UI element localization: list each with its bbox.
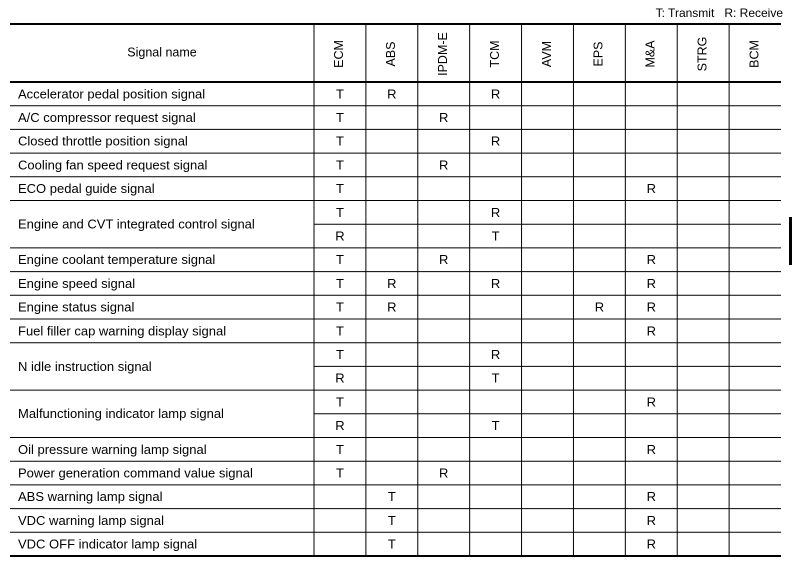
signal-name: Malfunctioning indicator lamp signal [18, 406, 224, 422]
header-unit-m-a: M&A [643, 40, 658, 68]
cell-receive: R [646, 512, 656, 528]
cell-receive: R [387, 275, 397, 291]
signal-name: ECO pedal guide signal [18, 181, 155, 197]
cell-receive: R [387, 299, 397, 315]
header-unit-ecm: ECM [332, 40, 347, 68]
cell-transmit: T [491, 228, 500, 244]
cell-transmit: T [387, 536, 396, 552]
cell-receive: R [646, 489, 656, 505]
cell-receive: R [335, 228, 345, 244]
header-unit-strg: STRG [695, 36, 710, 72]
cell-receive: R [490, 204, 501, 220]
header-unit-abs: ABS [384, 41, 399, 67]
signal-name: Engine coolant temperature signal [18, 252, 216, 268]
cell-transmit: T [335, 441, 344, 457]
signal-name: Engine status signal [18, 299, 135, 315]
cell-transmit: T [335, 323, 344, 339]
cell-transmit: T [387, 489, 396, 505]
cell-receive: R [646, 323, 656, 339]
cell-transmit: T [335, 275, 344, 291]
legend-transmit: T: Transmit [655, 6, 715, 20]
cell-transmit: T [335, 465, 344, 481]
cell-transmit: T [335, 181, 344, 197]
header-unit-tcm: TCM [487, 40, 502, 68]
cell-receive: R [646, 441, 656, 457]
cell-receive: R [439, 465, 449, 481]
cell-receive: R [646, 252, 656, 268]
signal-name: VDC warning lamp signal [18, 512, 164, 528]
cell-receive: R [439, 252, 449, 268]
cell-transmit: T [491, 418, 500, 434]
cell-transmit: T [491, 370, 500, 386]
signal-name: Oil pressure warning lamp signal [18, 441, 207, 457]
cell-transmit: T [387, 512, 396, 528]
cell-receive: R [646, 536, 656, 552]
header-unit-ipdm-e: IPDM-E [436, 32, 451, 76]
cell-receive: R [646, 299, 656, 315]
signal-name: N idle instruction signal [18, 358, 152, 374]
header-unit-eps: EPS [591, 41, 606, 67]
legend-receive: R: Receive [724, 6, 783, 20]
cell-receive: R [490, 275, 501, 291]
signal-name: Fuel filler cap warning display signal [18, 323, 227, 339]
header-unit-avm: AVM [539, 40, 554, 68]
cell-transmit: T [335, 86, 344, 102]
header-unit-bcm: BCM [747, 40, 762, 68]
cell-receive: R [439, 157, 449, 173]
cell-receive: R [594, 299, 605, 315]
signal-name: Accelerator pedal position signal [18, 86, 206, 102]
cell-receive: R [490, 86, 501, 102]
cell-receive: R [646, 181, 656, 197]
cell-transmit: T [335, 133, 344, 149]
cell-transmit: T [335, 299, 344, 315]
header-signal-name: Signal name [127, 45, 197, 60]
cell-receive: R [490, 133, 501, 149]
signal-name: VDC OFF indicator lamp signal [18, 536, 198, 552]
signal-name: Engine and CVT integrated control signal [18, 216, 255, 232]
page-edge-tab [789, 217, 792, 265]
cell-receive: R [387, 86, 397, 102]
cell-receive: R [439, 109, 449, 125]
signal-name: Engine speed signal [18, 275, 136, 291]
signal-name: Power generation command value signal [18, 465, 253, 481]
cell-transmit: T [335, 157, 344, 173]
cell-receive: R [335, 370, 345, 386]
cell-transmit: T [335, 394, 344, 410]
cell-receive: R [490, 346, 501, 362]
cell-transmit: T [335, 252, 344, 268]
signal-name: Closed throttle position signal [18, 133, 188, 149]
cell-receive: R [646, 394, 656, 410]
signal-name: A/C compressor request signal [18, 109, 196, 125]
signal-name: Cooling fan speed request signal [18, 157, 208, 173]
cell-receive: R [335, 418, 345, 434]
signal-name: ABS warning lamp signal [18, 489, 163, 505]
cell-transmit: T [335, 109, 344, 125]
cell-transmit: T [335, 346, 344, 362]
cell-transmit: T [335, 204, 344, 220]
cell-receive: R [646, 275, 656, 291]
